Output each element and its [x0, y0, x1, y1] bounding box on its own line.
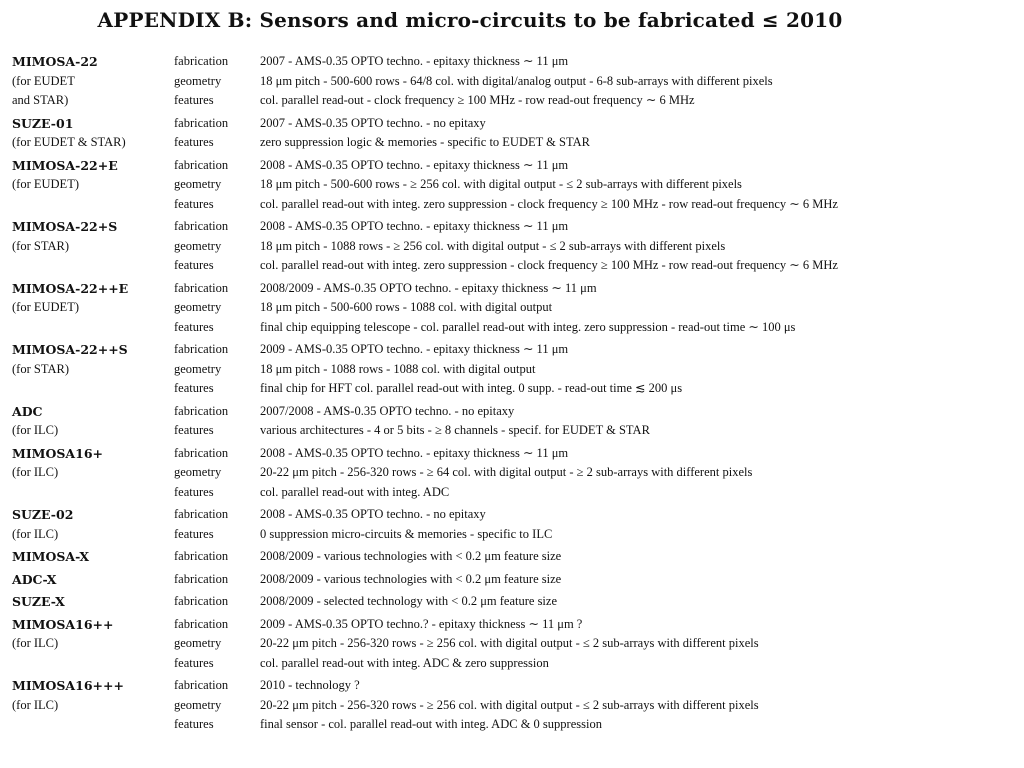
row-kind: geometry [174, 361, 222, 376]
chip-name-cell [12, 505, 174, 526]
row-kind: fabrication [174, 280, 229, 295]
table-row [12, 279, 1016, 299]
table-row [12, 421, 1016, 441]
table-row [12, 615, 1016, 635]
row-kind: features [174, 655, 214, 670]
chip-block [12, 444, 1016, 503]
row-description: 2008 - AMS-0.35 OPTO techno. - epitaxy thickness ∼ 11 μm [260, 157, 569, 172]
chip-name-cell [12, 52, 174, 73]
chip-name: MIMOSA-22++S [12, 342, 128, 357]
table-row [12, 72, 1016, 92]
table-row [12, 444, 1016, 464]
row-description: col. parallel read-out with integ. ADC [260, 484, 450, 499]
row-kind: fabrication [174, 549, 229, 563]
row-kind: fabrication [174, 157, 229, 172]
table-row [12, 634, 1016, 654]
row-kind: features [174, 423, 214, 437]
page-title: APPENDIX B: Sensors and micro-circuits to be fabricated ≤ 2010 [97, 8, 843, 32]
chip-name-cell [12, 444, 174, 465]
row-description: 2007/2008 - AMS-0.35 OPTO techno. - no epitaxy [260, 403, 515, 418]
chip-name-cell [12, 217, 174, 238]
chip-block [12, 217, 1016, 276]
chip-name: MIMOSA-22++E [12, 280, 129, 296]
row-description: final chip for HFT col. parallel read-out with integ. 0 supp. - read-out time ≲ 200 μs [260, 381, 683, 395]
chip-name: MIMOSA16+++ [12, 678, 124, 693]
row-kind: features [174, 526, 214, 541]
row-kind: fabrication [174, 403, 229, 418]
row-kind: geometry [174, 238, 222, 253]
chip-name-cell [12, 676, 174, 697]
chip-note: (for EUDET) [12, 300, 79, 314]
chip-block [12, 279, 1016, 338]
chip-name: MIMOSA16++ [12, 616, 114, 632]
table-row [12, 156, 1016, 176]
table-row [12, 195, 1016, 215]
row-description: col. parallel read-out with integ. ADC & zero suppression [260, 655, 549, 670]
table-row [12, 379, 1016, 399]
table-row [12, 360, 1016, 380]
table-row [12, 592, 1016, 612]
chip-block [12, 114, 1016, 153]
row-kind: geometry [174, 177, 222, 191]
table-row [12, 340, 1016, 360]
row-description: col. parallel read-out - clock frequency ≥ 100 MHz - row read-out frequency ∼ 6 MHz [260, 93, 695, 107]
row-kind: fabrication [174, 219, 229, 233]
table-row [12, 463, 1016, 483]
row-description: col. parallel read-out with integ. zero suppression - clock frequency ≥ 100 MHz - row read-out frequency ∼ 6 MHz [260, 258, 838, 272]
table-row [12, 547, 1016, 567]
row-description: 2009 - AMS-0.35 OPTO techno. - epitaxy thickness ∼ 11 μm [260, 342, 569, 356]
row-kind: features [174, 258, 214, 272]
sensor-table [12, 52, 1016, 735]
row-kind: features [174, 319, 214, 334]
chip-name: ADC [12, 403, 43, 419]
chip-name-cell [12, 340, 174, 361]
row-description: 20-22 μm pitch - 256-320 rows - ≥ 64 col. with digital output - ≥ 2 sub-arrays with different pixels [260, 465, 753, 479]
chip-block [12, 615, 1016, 674]
chip-note: (for EUDET & STAR) [12, 135, 126, 149]
row-kind: features [174, 381, 214, 395]
row-kind: fabrication [174, 54, 229, 68]
table-row [12, 133, 1016, 153]
row-description: 18 μm pitch - 500-600 rows - ≥ 256 col. with digital output - ≤ 2 sub-arrays with different pixels [260, 177, 742, 191]
table-row [12, 91, 1016, 111]
chip-block [12, 592, 1016, 612]
row-kind: features [174, 484, 214, 499]
table-row [12, 715, 1016, 735]
chip-note: (for ILC) [12, 465, 59, 479]
row-kind: fabrication [174, 616, 229, 631]
row-kind: features [174, 717, 214, 731]
chip-block [12, 570, 1016, 590]
chip-note: (for ILC) [12, 423, 59, 437]
table-row [12, 696, 1016, 716]
row-description: final chip equipping telescope - col. parallel read-out with integ. zero suppression - read-out time ∼ 100 μs [260, 319, 796, 334]
row-description: 2007 - AMS-0.35 OPTO techno. - epitaxy thickness ∼ 11 μm [260, 54, 569, 68]
chip-name: MIMOSA-22+S [12, 219, 118, 234]
chip-name: SUZE-X [12, 594, 65, 609]
chip-name-cell [12, 114, 174, 135]
chip-name-cell [12, 592, 174, 613]
row-kind: geometry [174, 300, 222, 314]
row-description: col. parallel read-out with integ. zero suppression - clock frequency ≥ 100 MHz - row read-out frequency ∼ 6 MHz [260, 196, 838, 211]
table-row [12, 298, 1016, 318]
row-description: 18 μm pitch - 500-600 rows - 1088 col. with digital output [260, 300, 553, 314]
chip-block [12, 340, 1016, 399]
row-kind: geometry [174, 465, 222, 479]
chip-block [12, 52, 1016, 111]
row-description: 18 μm pitch - 1088 rows - ≥ 256 col. with digital output - ≤ 2 sub-arrays with different pixels [260, 238, 726, 253]
row-description: final sensor - col. parallel read-out with integ. ADC & 0 suppression [260, 717, 602, 731]
chip-name: ADC-X [12, 571, 57, 587]
row-description: 2008 - AMS-0.35 OPTO techno. - epitaxy thickness ∼ 11 μm [260, 219, 569, 233]
row-kind: geometry [174, 697, 222, 712]
row-description: 0 suppression micro-circuits & memories - specific to ILC [260, 526, 553, 541]
chip-block [12, 505, 1016, 544]
row-description: 2009 - AMS-0.35 OPTO techno.? - epitaxy thickness ∼ 11 μm ? [260, 616, 583, 631]
chip-note: (for ILC) [12, 697, 59, 712]
table-row [12, 175, 1016, 195]
table-row [12, 676, 1016, 696]
chip-block [12, 402, 1016, 441]
chip-note: (for STAR) [12, 238, 69, 253]
table-row [12, 570, 1016, 590]
row-description: 20-22 μm pitch - 256-320 rows - ≥ 256 col. with digital output - ≤ 2 sub-arrays with different pixels [260, 697, 759, 712]
row-kind: features [174, 135, 214, 149]
row-kind: fabrication [174, 342, 229, 356]
row-kind: fabrication [174, 571, 229, 586]
chip-note: (for ILC) [12, 526, 59, 541]
row-kind: fabrication [174, 115, 229, 130]
row-description: 2007 - AMS-0.35 OPTO techno. - no epitaxy [260, 115, 486, 130]
chip-note: (for ILC) [12, 636, 59, 650]
chip-name: SUZE-02 [12, 507, 74, 522]
row-description: various architectures - 4 or 5 bits - ≥ 8 channels - specif. for EUDET & STAR [260, 423, 650, 437]
table-row [12, 114, 1016, 134]
row-description: zero suppression logic & memories - specific to EUDET & STAR [260, 135, 590, 149]
table-row [12, 483, 1016, 503]
row-kind: fabrication [174, 678, 229, 692]
chip-name-cell [12, 279, 174, 300]
table-row [12, 237, 1016, 257]
chip-name-cell [12, 402, 174, 423]
chip-note: (for EUDET [12, 73, 75, 88]
table-row [12, 654, 1016, 674]
chip-block [12, 547, 1016, 567]
table-row [12, 505, 1016, 525]
row-description: 2010 - technology ? [260, 678, 360, 692]
row-kind: geometry [174, 73, 222, 88]
chip-name: MIMOSA-22 [12, 54, 98, 69]
row-description: 18 μm pitch - 500-600 rows - 64/8 col. with digital/analog output - 6-8 sub-arrays with different pixels [260, 73, 773, 88]
chip-name-cell [12, 615, 174, 636]
chip-block [12, 676, 1016, 735]
table-row [12, 256, 1016, 276]
chip-name-cell [12, 570, 174, 591]
row-description: 2008 - AMS-0.35 OPTO techno. - epitaxy thickness ∼ 11 μm [260, 445, 569, 460]
row-description: 2008/2009 - selected technology with < 0.2 μm feature size [260, 594, 558, 608]
chip-note: (for STAR) [12, 361, 69, 376]
row-kind: features [174, 93, 214, 107]
chip-name-cell [12, 547, 174, 568]
chip-name: MIMOSA-22+E [12, 157, 118, 173]
row-description: 2008/2009 - AMS-0.35 OPTO techno. - epitaxy thickness ∼ 11 μm [260, 280, 597, 295]
row-description: 18 μm pitch - 1088 rows - 1088 col. with digital output [260, 361, 536, 376]
table-row [12, 525, 1016, 545]
chip-note: and STAR) [12, 93, 69, 107]
chip-name: MIMOSA16+ [12, 445, 104, 461]
row-description: 20-22 μm pitch - 256-320 rows - ≥ 256 col. with digital output - ≤ 2 sub-arrays with different pixels [260, 636, 759, 650]
table-row [12, 217, 1016, 237]
chip-block [12, 156, 1016, 215]
row-kind: fabrication [174, 594, 229, 608]
chip-name: SUZE-01 [12, 115, 74, 131]
table-row [12, 52, 1016, 72]
row-kind: geometry [174, 636, 222, 650]
row-description: 2008/2009 - various technologies with < 0.2 μm feature size [260, 571, 562, 586]
chip-name: MIMOSA-X [12, 549, 90, 564]
row-description: 2008/2009 - various technologies with < 0.2 μm feature size [260, 549, 562, 563]
row-kind: fabrication [174, 507, 229, 521]
chip-name-cell [12, 156, 174, 177]
table-row [12, 402, 1016, 422]
row-description: 2008 - AMS-0.35 OPTO techno. - no epitaxy [260, 507, 486, 521]
row-kind: fabrication [174, 445, 229, 460]
table-row [12, 318, 1016, 338]
chip-note: (for EUDET) [12, 177, 79, 191]
row-kind: features [174, 196, 214, 211]
